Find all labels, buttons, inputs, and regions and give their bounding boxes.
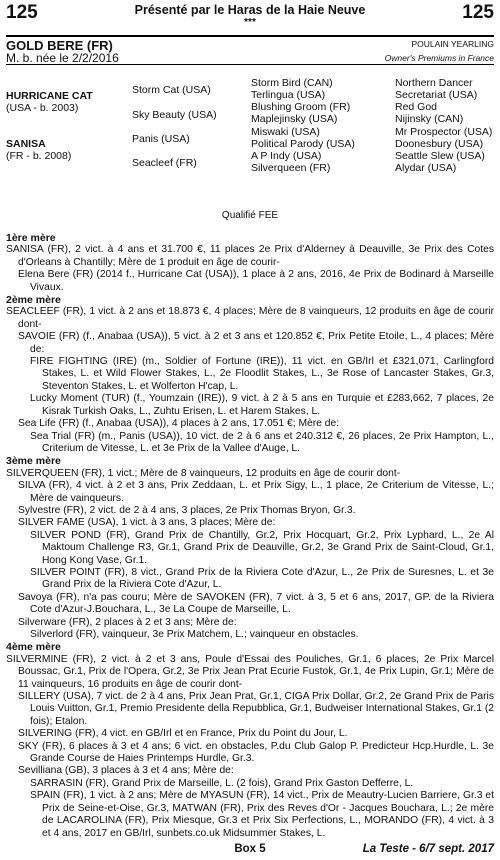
gen3-2: Terlingua (USA) xyxy=(251,89,326,101)
page-footer xyxy=(0,843,500,859)
gen3-5: Miswaki (USA) xyxy=(251,126,320,138)
paragraph: SILLERY (USA), 7 vict. de 2 à 4 ans, Prix Jean Prat, Gr.1, CIGA Prix Dollar, Gr.2, 2e Grand Prix de Paris Louis Vuitton, Gr.1, Premio Presidente della Repubblica, Gr.1, Budweiser International Stakes, Gr.1 (2 fois); Etalon. xyxy=(18,691,494,727)
paragraph: SPAIN (FR), 1 vict. à 2 ans; Mère de MYASUN (FR), 14 vict., Prix de Meautry-Lucien Barriere, Gr.3 et Prix de Seine-et-Oise, Gr.3, MATWAN (FR), Prix des Reves d'Or - Jacques Bouchara, L.; 2e mère de LACAROLINA (FR), Prix Miesque, Gr.3 et Prix Six Perfections, L., MORANDO (FR), 4 vict. à 3 et 4 ans, 2017 en GB/Irl, sunbets.co.uk Midsummer Stakes, L. xyxy=(30,790,494,839)
sire-info: (USA - b. 2003) xyxy=(6,102,79,114)
horse-title-box xyxy=(6,35,494,65)
paragraph: SILVERQUEEN (FR), 1 vict.; Mère de 8 vainqueurs, 12 produits en âge de courir dont- xyxy=(6,467,401,479)
gen3-6: Political Parody (USA) xyxy=(251,138,355,150)
gen3-1: Storm Bird (CAN) xyxy=(251,77,333,89)
section-title-4: 4ème mère xyxy=(6,641,61,654)
paragraph: Silverlord (FR), vainqueur, 3e Prix Matchem, L.; vainqueur en obstacles. xyxy=(30,629,359,640)
horse-category: POULAIN YEARLING xyxy=(411,39,494,49)
gen3-3: Blushing Groom (FR) xyxy=(251,101,351,113)
paragraph: FIRE FIGHTING (IRE) (m., Soldier of Fortune (IRE)), 11 vict. en GB/Irl et £321,071, Carlingford Stakes, L. et Wild Flower Stakes, L., 2e Floodlit Stakes, L., 3e Rose of Lancaster Stakes, Gr.3, Steventon Stakes, L. et Wolferton H'cap, L. xyxy=(30,356,494,392)
paragraph: SILVERING (FR), 4 vict. en GB/Irl et en France, Prix du Point du Jour, L. xyxy=(18,728,348,740)
gen2-2: Sky Beauty (USA) xyxy=(132,109,217,121)
box-number: Box 5 xyxy=(234,843,266,855)
gen4-7: Seattle Slew (USA) xyxy=(395,150,485,162)
paragraph: SILVER POINT (FR), 8 vict., Grand Prix de la Riviera Cote d'Azur, L., 2e Prix de Suresnes, L. et 3e Grand Prix de la Riviera Cote d'Azur, L. xyxy=(30,566,494,591)
page-header xyxy=(0,2,500,32)
presented-by: Présenté par le Haras de la Haie Neuve xyxy=(134,3,366,17)
gen2-3: Panis (USA) xyxy=(132,133,190,145)
paragraph: SANISA (FR), 2 vict. à 4 ans et 31.700 €, 11 places 2e Prix d'Alderney à Deauville, 3e Prix des Cotes d'Orleans à Chantilly; Mère de 1 produit en âge de courir- xyxy=(6,244,494,268)
section-title-2: 2ème mère xyxy=(6,294,61,307)
catalogue-body xyxy=(6,232,494,840)
paragraph: Elena Bere (FR) (2014 f., Hurricane Cat (USA)), 1 place à 2 ans, 2016, 4e Prix de Bodinard à Marseille Vivaux. xyxy=(18,269,494,293)
paragraph: Lucky Moment (TUR) (f., Youmzain (IRE)), 9 vict. à 2 à 5 ans en Turquie et £283,662, 7 places, 2e Kisrak Turkish Oaks, L., Zuhtu Erisen, L. et Harem Stakes, L. xyxy=(30,393,494,417)
sale-venue-date: La Teste - 6/7 sept. 2017 xyxy=(362,843,494,855)
paragraph: Sea Trial (FR) (m., Panis (USA)), 10 vict. de 2 à 6 ans et 240.312 €, 26 places, 2e Prix Hampton, L., Criterium de Vitesse, L. et 3e Prix de la Vallee d'Auge, L. xyxy=(30,430,494,454)
sire-name: HURRICANE CAT xyxy=(6,90,93,102)
paragraph: SARRASIN (FR), Grand Prix de Marseille, L. (2 fois), Grand Prix Gaston Defferre, L. xyxy=(30,777,414,789)
section-title-3: 3ème mère xyxy=(6,455,61,468)
paragraph: SILVER FAME (USA), 1 vict. à 3 ans, 3 places; Mère de: xyxy=(18,517,276,529)
gen4-8: Alydar (USA) xyxy=(395,162,457,174)
paragraph: Savoya (FR), n'a pas couru; Mère de SAVOKEN (FR), 7 vict. à 3, 5 et 6 ans, 2017, GP. de la Riviera Cote d'Azur-J.Bouchara, L., 3e La Coupe de Marseille, L. xyxy=(18,591,494,616)
gen3-4: Maplejinsky (USA) xyxy=(251,113,338,125)
paragraph: SILVER POND (FR), Grand Prix de Chantilly, Gr.2, Prix Hocquart, Gr.2, Prix Lyphard, L., 2e Al Maktoum Challenge R3, Gr.1, Grand Prix de Deauville, Gr.2, 3e Grand Prix de Saint-Cloud, Gr.1, Hong Kong Vase, Gr.1. xyxy=(30,529,494,566)
paragraph: Sevilliana (GB), 3 places à 3 et 4 ans; Mère de: xyxy=(18,765,234,777)
pedigree-table xyxy=(6,72,494,182)
dam-info: (FR - b. 2008) xyxy=(6,150,72,162)
paragraph: Sylvestre (FR), 2 vict. de 2 à 4 ans, 3 places, 2e Prix Thomas Bryon, Gr.3. xyxy=(18,504,356,516)
dam-name: SANISA xyxy=(6,138,46,150)
paragraph: SKY (FR), 6 places à 3 et 4 ans; 6 vict. en obstacles, P.du Club Galop P. Predicteur Hcp.Hurdle, L. 3e Grande Course de Haies Printemps Hurdle, Gr.3. xyxy=(18,740,494,765)
gen4-3: Red God xyxy=(395,101,438,113)
gen3-7: A P Indy (USA) xyxy=(251,150,322,162)
owner-premium: Owner's Premiums in France xyxy=(384,53,494,63)
paragraph: SAVOIE (FR) (f., Anabaa (USA)), 5 vict. à 2 et 3 ans et 120.852 €, Prix Petite Etoile, L., 4 places; Mère de: xyxy=(18,331,494,355)
gen2-1: Storm Cat (USA) xyxy=(132,84,211,96)
qualification-note: Qualifié FEE xyxy=(221,210,279,221)
paragraph: SEACLEEF (FR), 1 vict. à 2 ans et 18.873 €, 4 places; Mère de 8 vainqueurs, 12 produits en âge de courir dont- xyxy=(6,306,494,330)
gen2-4: Seacleef (FR) xyxy=(132,157,197,169)
section-title-1: 1ère mère xyxy=(6,232,56,244)
paragraph: SILVA (FR), 4 vict. à 2 et 3 ans, Prix Zeddaan, L. et Prix Sigy, L., 1 place, 2e Criterium de Vitesse, L.; Mère de vainqueurs. xyxy=(18,480,494,504)
gen4-5: Mr Prospector (USA) xyxy=(395,126,493,138)
paragraph: Sea Life (FR) (f., Anabaa (USA)), 4 places à 2 ans, 17.051 €; Mère de: xyxy=(18,418,340,430)
paragraph: SILVERMINE (FR), 2 vict. à 2 et 3 ans, Poule d'Essai des Pouliches, Gr.1, 6 places, 2e Prix Marcel Boussac, Gr.1, Prix de l'Opera, Gr.2, 3e Prix Jean Prat Ecurie Fustok, Gr.1, 4e Prix Lupin, Gr.1; Mère de 11 vainqueurs, 16 produits en âge de courir dont- xyxy=(6,653,494,690)
gen4-1: Northern Dancer xyxy=(395,77,473,89)
horse-name: GOLD BERE (FR) xyxy=(6,38,113,53)
gen4-4: Nijinsky (CAN) xyxy=(395,113,464,125)
horse-info: M. b. née le 2/2/2016 xyxy=(6,51,119,65)
gen4-2: Secretariat (USA) xyxy=(395,89,478,101)
lot-number-right: 125 xyxy=(462,2,494,23)
lot-number-left: 125 xyxy=(6,2,38,23)
stars: *** xyxy=(244,17,256,28)
gen4-6: Doonesbury (USA) xyxy=(395,138,484,150)
paragraph: Silverware (FR), 2 places à 2 et 3 ans; Mère de: xyxy=(18,616,237,628)
gen3-8: Silverqueen (FR) xyxy=(251,162,331,174)
